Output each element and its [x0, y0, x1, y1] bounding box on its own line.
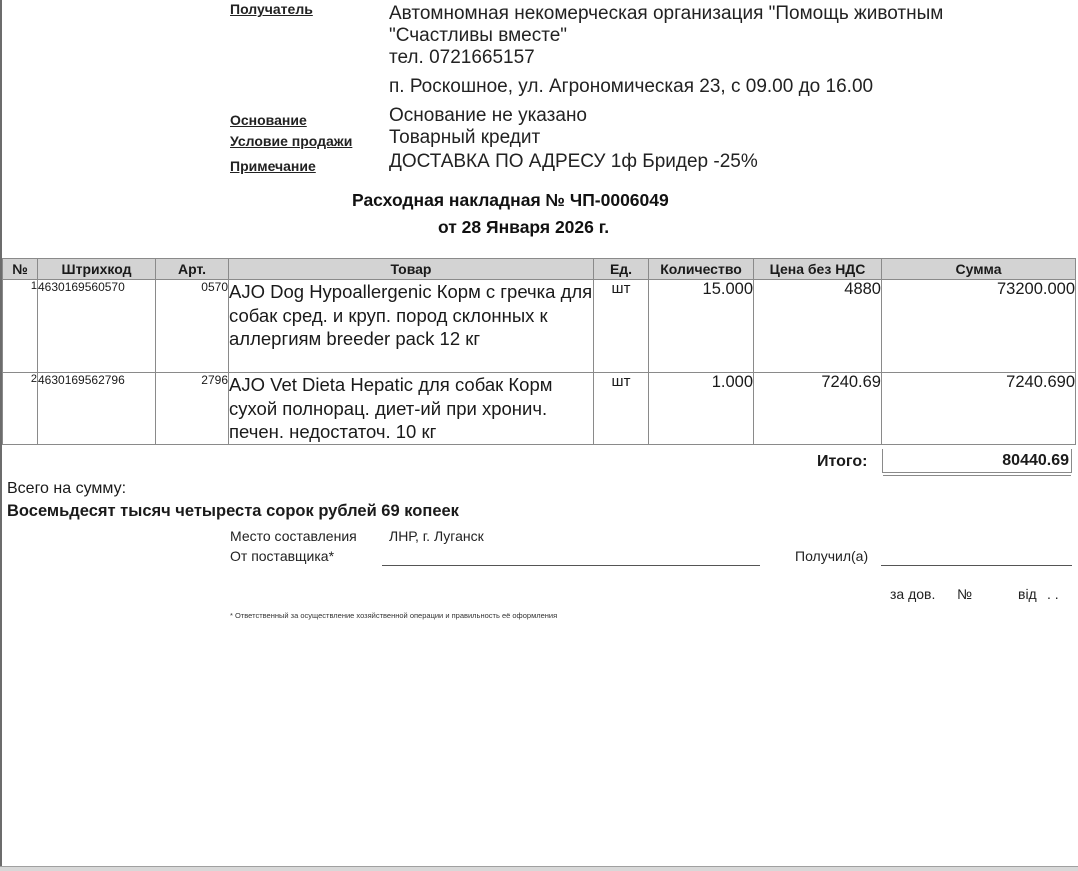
- total-value: 80440.69: [882, 449, 1072, 473]
- col-header-sum: Сумма: [882, 259, 1076, 280]
- place-value: ЛНР, г. Луганск: [389, 528, 484, 544]
- col-header-article: Арт.: [156, 259, 229, 280]
- basis-label: Основание: [230, 112, 307, 128]
- row-price: 4880: [754, 280, 882, 373]
- received-signature-line: [881, 565, 1072, 566]
- supplier-signature-line: [382, 565, 760, 566]
- recipient-label: Получатель: [230, 1, 313, 17]
- footnote: * Ответственный за осуществление хозяйственной операции и правильность её оформления: [230, 611, 558, 620]
- sale-terms-label: Условие продажи: [230, 133, 353, 149]
- row-unit: шт: [594, 373, 649, 445]
- row-price: 7240.69: [754, 373, 882, 445]
- col-header-barcode: Штрихкод: [38, 259, 156, 280]
- row-product: AJO Dog Hypoallergenic Корм с гречка для собак сред. и круп. пород склонных к аллергиям breeder pack 12 кг: [229, 280, 594, 373]
- row-unit: шт: [594, 280, 649, 373]
- row-barcode: 4630169562796: [38, 373, 156, 445]
- row-quantity: 1.000: [649, 373, 754, 445]
- recipient-address: п. Роскошное, ул. Агрономическая 23, с 09.00 до 16.00: [389, 76, 874, 97]
- items-table: [2, 258, 1076, 445]
- col-header-no: №: [3, 259, 38, 280]
- row-quantity: 15.000: [649, 280, 754, 373]
- table-header-row: [3, 259, 1076, 280]
- proxy-label: за дов.: [890, 586, 936, 602]
- recipient-name-line2: "Счастливы вместе": [389, 25, 568, 46]
- page-bottom-edge: [0, 866, 1078, 871]
- received-label: Получил(а): [795, 548, 869, 564]
- col-header-quantity: Количество: [649, 259, 754, 280]
- document-date: от 28 Января 2026 г.: [438, 217, 610, 237]
- row-product: AJO Vet Dieta Hepatic для собак Корм сухой полнорац. диет-ий при хронич. печен. недостаточ. 10 кг: [229, 373, 594, 445]
- table-row: [3, 280, 1076, 373]
- document-title: Расходная накладная № ЧП-0006049: [352, 190, 669, 210]
- note-value: ДОСТАВКА ПО АДРЕСУ 1ф Бридер -25%: [389, 151, 758, 172]
- place-label: Место составления: [230, 528, 357, 544]
- recipient-phone: тел. 0721665157: [389, 47, 535, 68]
- row-sum: 7240.690: [882, 373, 1076, 445]
- proxy-dots: . .: [1047, 586, 1059, 602]
- proxy-from-label: від: [1018, 586, 1037, 602]
- row-barcode: 4630169560570: [38, 280, 156, 373]
- recipient-name-line1: Автомномная некомерческая организация "Помощь животным: [389, 3, 944, 24]
- proxy-number-label: №: [957, 586, 973, 602]
- col-header-unit: Ед.: [594, 259, 649, 280]
- col-header-price: Цена без НДС: [754, 259, 882, 280]
- note-label: Примечание: [230, 158, 316, 174]
- row-article: 2796: [156, 373, 229, 445]
- total-in-words-label: Всего на сумму:: [7, 480, 127, 497]
- basis-value: Основание не указано: [389, 105, 587, 126]
- row-sum: 73200.000: [882, 280, 1076, 373]
- row-number: 1: [3, 280, 38, 373]
- total-in-words: Восемьдесят тысяч четыреста сорок рублей 69 копеек: [7, 502, 459, 520]
- row-number: 2: [3, 373, 38, 445]
- total-label: Итого:: [817, 453, 868, 470]
- sale-terms-value: Товарный кредит: [389, 127, 541, 148]
- col-header-product: Товар: [229, 259, 594, 280]
- row-article: 0570: [156, 280, 229, 373]
- supplier-label: От поставщика*: [230, 548, 335, 564]
- table-row: [3, 373, 1076, 445]
